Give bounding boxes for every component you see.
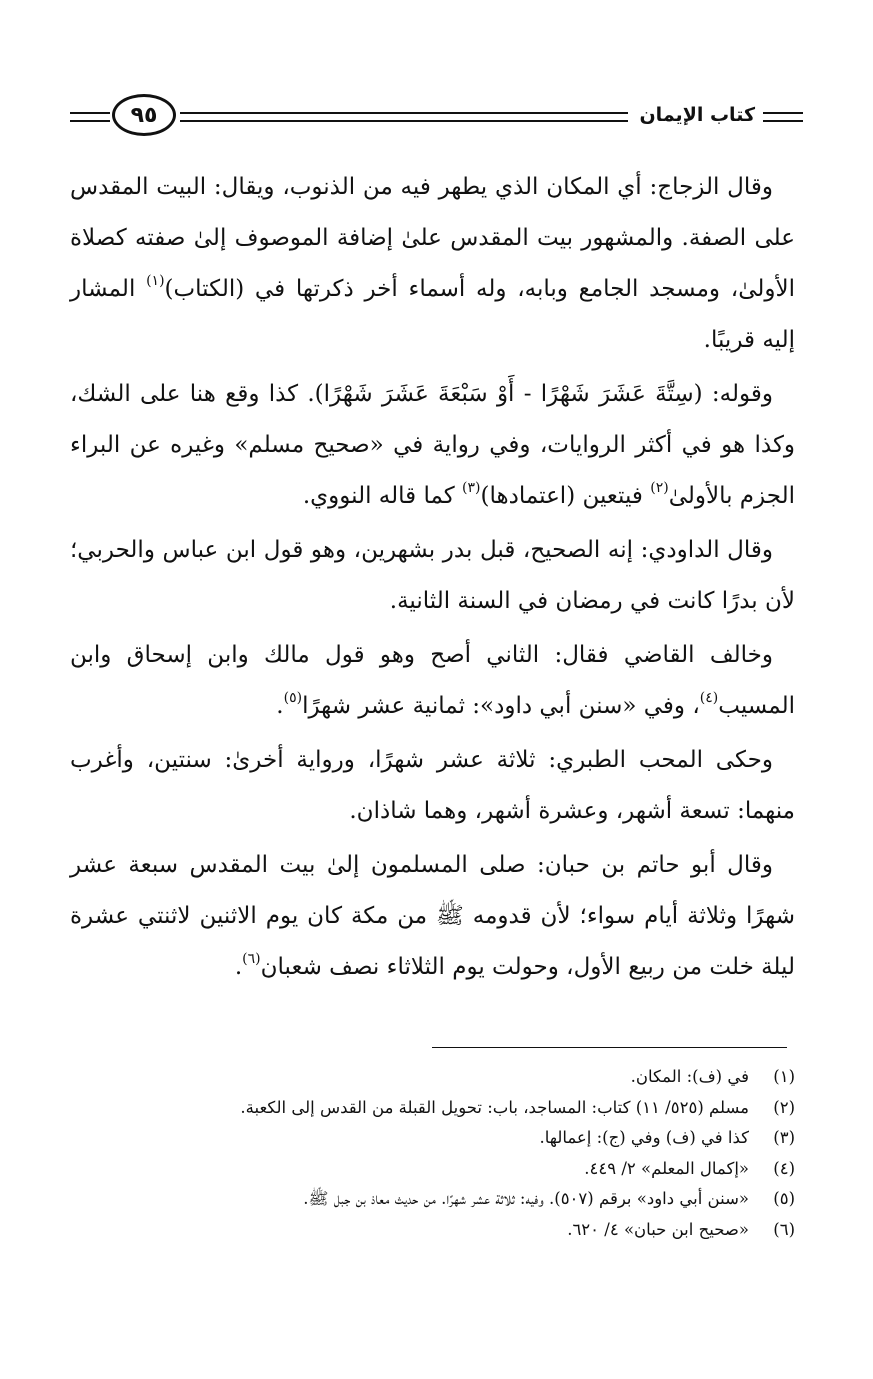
paragraph <box>70 735 795 837</box>
footnote-item <box>60 1093 795 1124</box>
header-rule <box>70 120 110 122</box>
footnote-item <box>60 1184 795 1215</box>
footnotes <box>60 1062 795 1245</box>
text-run: فيتعين (اعتمادها) <box>480 483 651 509</box>
footnote-number: (٦) <box>773 1219 795 1239</box>
footnote-number: (١) <box>773 1067 795 1086</box>
footnote-ref[interactable]: (٢) <box>650 480 669 496</box>
page-number: ٩٥ <box>112 94 176 136</box>
running-header <box>70 90 803 150</box>
header-rule <box>763 112 803 114</box>
text-run: المشار إليه قريبًا. <box>70 276 795 353</box>
main-text <box>70 162 795 996</box>
footnote-ref[interactable]: (١) <box>146 273 165 289</box>
footnote-number: (٤) <box>773 1158 795 1178</box>
footnote-ref[interactable]: (٤) <box>699 690 719 706</box>
text-run: وخالف القاضي فقال: الثاني أصح وهو قول مالك وابن إسحاق وابن المسيب <box>70 642 795 719</box>
paragraph <box>70 162 795 366</box>
footnote-text: في (ف): المكان. <box>630 1067 749 1086</box>
footnote-ref[interactable]: (٣) <box>462 480 481 496</box>
running-title: كتاب الإيمان <box>639 104 755 126</box>
text-run: . <box>276 693 284 719</box>
text-run: وحكى المحب الطبري: ثلاثة عشر شهرًا، ورواية أخرىٰ: سنتين، وأغرب منهما: تسعة أشهر، وعشرة أشهر، وهما شاذان. <box>70 747 795 824</box>
footnote-text: «إكمال المعلم» ٢/ ٤٤٩. <box>584 1158 749 1178</box>
text-run: وقال أبو حاتم بن حبان: صلى المسلمون إلىٰ بيت المقدس سبعة عشر شهرًا وثلاثة أيام سواء؛ لأن قدومه ﷺ من مكة كان يوم الاثنين لاثنتي عشرة ليلة خلت من ربيع الأول، وحولت يوم الثلاثاء نصف شعبان <box>70 852 795 980</box>
header-rule <box>180 120 628 122</box>
footnote-item <box>60 1123 795 1154</box>
footnote-separator <box>432 1047 787 1048</box>
paragraph <box>70 525 795 627</box>
paragraph <box>70 369 795 522</box>
footnote-number: (٥) <box>773 1189 795 1208</box>
footnote-ref[interactable]: (٦) <box>242 951 261 967</box>
footnote-text: «صحيح ابن حبان» ٤/ ٦٢٠. <box>567 1219 749 1239</box>
text-run: ، وفي «سنن أبي داود»: ثمانية عشر شهرًا <box>302 693 700 719</box>
footnote-number: (٣) <box>773 1128 795 1147</box>
footnote-item <box>60 1215 795 1246</box>
header-rule <box>763 120 803 122</box>
footnote-text: «سنن أبي داود» برقم (٥٠٧). وفيه: ثلاثة عشر شهرًا. من حديث معاذ بن جبل ﷺ. <box>303 1189 749 1208</box>
footnote-ref[interactable]: (٥) <box>283 690 303 706</box>
footnote-item <box>60 1154 795 1185</box>
footnote-text: مسلم (٥٢٥/ ١١) كتاب: المساجد، باب: تحويل القبلة من القدس إلى الكعبة. <box>240 1097 749 1117</box>
paragraph <box>70 840 795 993</box>
footnote-text: كذا في (ف) وفي (ج): إعمالها. <box>539 1128 749 1147</box>
header-rule <box>70 112 110 114</box>
text-run: وقوله: (سِتَّةَ عَشَرَ شَهْرًا - أَوْ سَبْعَةَ عَشَرَ شَهْرًا). كذا وقع هنا على الشك، وكذا هو في أكثر الروايات، وفي رواية في «صحيح مسلم» وغيره عن البراء الجزم بالأولىٰ <box>70 381 795 509</box>
paragraph <box>70 630 795 732</box>
text-run: وقال الداودي: إنه الصحيح، قبل بدر بشهرين، وهو قول ابن عباس والحربي؛ لأن بدرًا كانت في رمضان في السنة الثانية. <box>70 537 795 614</box>
footnote-item <box>60 1062 795 1093</box>
header-rule <box>180 112 628 114</box>
footnote-number: (٢) <box>773 1097 795 1117</box>
text-run: . <box>234 954 243 980</box>
text-run: وقال الزجاج: أي المكان الذي يطهر فيه من الذنوب، ويقال: البيت المقدس على الصفة. والمشهور بيت المقدس علىٰ إضافة الموصوف إلىٰ صفته كصلاة الأولىٰ، ومسجد الجامع وبابه، وله أسماء أخر ذكرتها في (الكتاب) <box>70 174 795 302</box>
text-run: كما قاله النووي. <box>302 483 463 509</box>
